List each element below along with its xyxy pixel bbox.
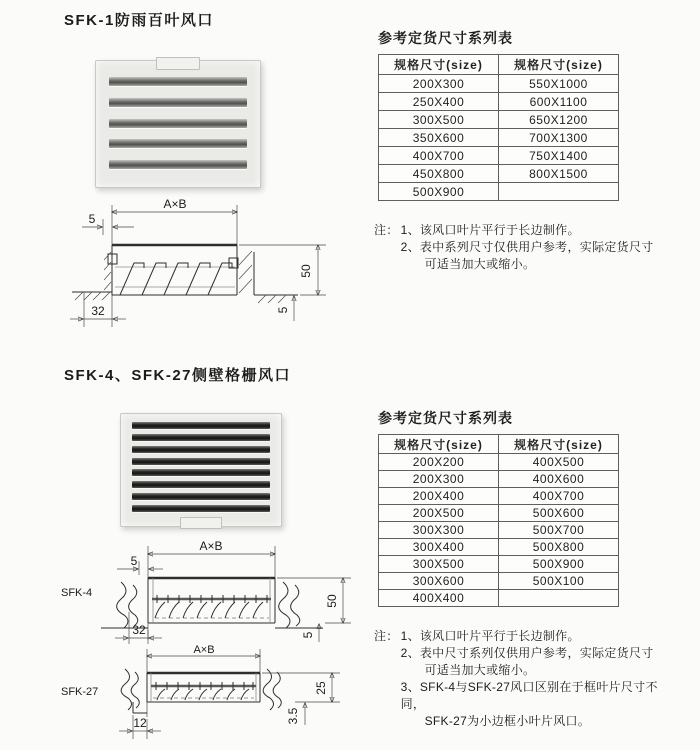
size-cell: 700X1300 [499,129,619,147]
table-row [379,93,619,111]
size-cell [499,590,619,607]
wall-break-right [279,582,300,628]
note-line: 3、SFK-4与SFK-27风口区别在于框叶片尺寸不同， [400,680,658,711]
note-line: 1、该风口叶片平行于长边制作。 [400,223,580,237]
note-line: 2、表中尺寸系列仅供用户参考，实际定货尺寸 [400,646,654,660]
size-cell: 500X700 [499,522,619,539]
sfk4-section-drawing [55,540,385,648]
dim-label-32: 32 [91,304,105,318]
size-series-table [378,54,619,201]
note-line: SFK-27为小边框小叶片风口。 [424,714,591,728]
size-cell: 200X200 [379,454,499,471]
note-line: 可适当加大或缩小。 [424,257,536,271]
sfk4-product-photo [120,413,282,527]
dim-label-50: 50 [325,594,339,608]
size-cell: 300X400 [379,539,499,556]
size-cell: 400X700 [379,147,499,165]
size-cell: 400X700 [499,488,619,505]
size-cell: 200X300 [379,471,499,488]
size-cell: 450X800 [379,165,499,183]
table-row [379,590,619,607]
table-row [379,573,619,590]
size-cell: 400X400 [379,590,499,607]
size-cell: 300X500 [379,111,499,129]
dim-label-5-bottom: 5 [276,306,290,314]
size-cell: 400X500 [499,454,619,471]
grille-slat [132,481,270,488]
note-line: 1、该风口叶片平行于长边制作。 [400,629,580,643]
section2-title: SFK-4、SFK-27侧壁格栅风口 [64,367,292,384]
notes-prefix: 注： [374,223,399,237]
size-cell: 200X400 [379,488,499,505]
dim-label-5-top: 5 [130,554,138,568]
table-row [379,471,619,488]
grille-slat [132,469,270,476]
table-title: 参考定货尺寸系列表 [378,30,513,46]
grille-slat [132,434,270,441]
size-cell: 500X100 [499,573,619,590]
dim-label-axb: A×B [163,197,187,211]
size-cell: 600X1100 [499,93,619,111]
notes-section-1 [374,222,654,273]
size-series-table [378,434,619,607]
louver-slat [109,77,247,86]
grille-slat [132,505,270,512]
size-cell: 800X1500 [499,165,619,183]
wall-break-left [121,669,147,713]
dim-label-axb: A×B [199,540,223,553]
blade-symbols [120,263,232,295]
size-cell [499,183,619,201]
wall-break-right [263,669,281,710]
louver-slat [109,139,247,148]
table-row [379,488,619,505]
blade-hook-symbols [155,602,263,618]
note-line: 可适当加大或缩小。 [424,663,536,677]
grille-slat [132,422,270,429]
column-header: 规格尺寸(size) [499,435,619,454]
size-cell: 750X1400 [499,147,619,165]
dim-label-32: 32 [132,623,146,637]
size-cell: 250X400 [379,93,499,111]
notes-section-2 [374,628,674,730]
table-row [379,111,619,129]
table-row [379,165,619,183]
grille-slat [132,493,270,500]
size-cell: 500X900 [379,183,499,201]
mounting-tab [180,517,222,529]
column-header: 规格尺寸(size) [379,55,499,75]
size-table-1 [378,28,619,201]
dim-label-axb: A×B [193,645,215,656]
section1-title: SFK-1防雨百叶风口 [64,12,214,29]
column-header: 规格尺寸(size) [499,55,619,75]
model-label-sfk27: SFK-27 [61,686,99,698]
dim-label-50: 50 [299,264,313,278]
grille-slat [132,446,270,453]
louver-slat [109,160,247,169]
table-row [379,505,619,522]
table-row [379,454,619,471]
table-row [379,556,619,573]
sfk27-section-drawing [55,645,385,747]
grille-slat [132,458,270,465]
louver-slats [109,77,247,169]
table-row [379,539,619,556]
size-cell: 500X800 [499,539,619,556]
louver-slat [109,98,247,107]
note-line: 2、表中系列尺寸仅供用户参考，实际定货尺寸 [400,240,654,254]
sfk1-product-photo [95,60,261,188]
size-cell: 650X1200 [499,111,619,129]
column-header: 规格尺寸(size) [379,435,499,454]
sfk1-section-drawing [58,197,380,345]
dim-label-12: 12 [133,716,147,730]
table-row [379,183,619,201]
size-cell: 300X300 [379,522,499,539]
size-cell: 200X500 [379,505,499,522]
dim-label-3-5: 3.5 [286,707,300,725]
dim-label-5-top: 5 [88,212,96,226]
dim-label-5-bottom: 5 [301,631,315,639]
size-table-2 [378,408,619,607]
grille-slats [132,422,270,512]
size-cell: 400X600 [499,471,619,488]
size-cell: 200X300 [379,75,499,93]
size-cell: 300X500 [379,556,499,573]
table-row [379,522,619,539]
louver-slat [109,119,247,128]
table-row [379,75,619,93]
mounting-tab [156,57,200,70]
model-label-sfk4: SFK-4 [61,587,93,599]
size-cell: 500X900 [499,556,619,573]
wall-break-left [117,582,138,628]
table-title: 参考定货尺寸系列表 [378,410,513,426]
size-cell: 300X600 [379,573,499,590]
notes-prefix: 注： [374,629,399,643]
table-row [379,129,619,147]
table-row [379,147,619,165]
size-cell: 350X600 [379,129,499,147]
dim-label-25: 25 [314,681,328,695]
size-cell: 550X1000 [499,75,619,93]
size-cell: 500X600 [499,505,619,522]
